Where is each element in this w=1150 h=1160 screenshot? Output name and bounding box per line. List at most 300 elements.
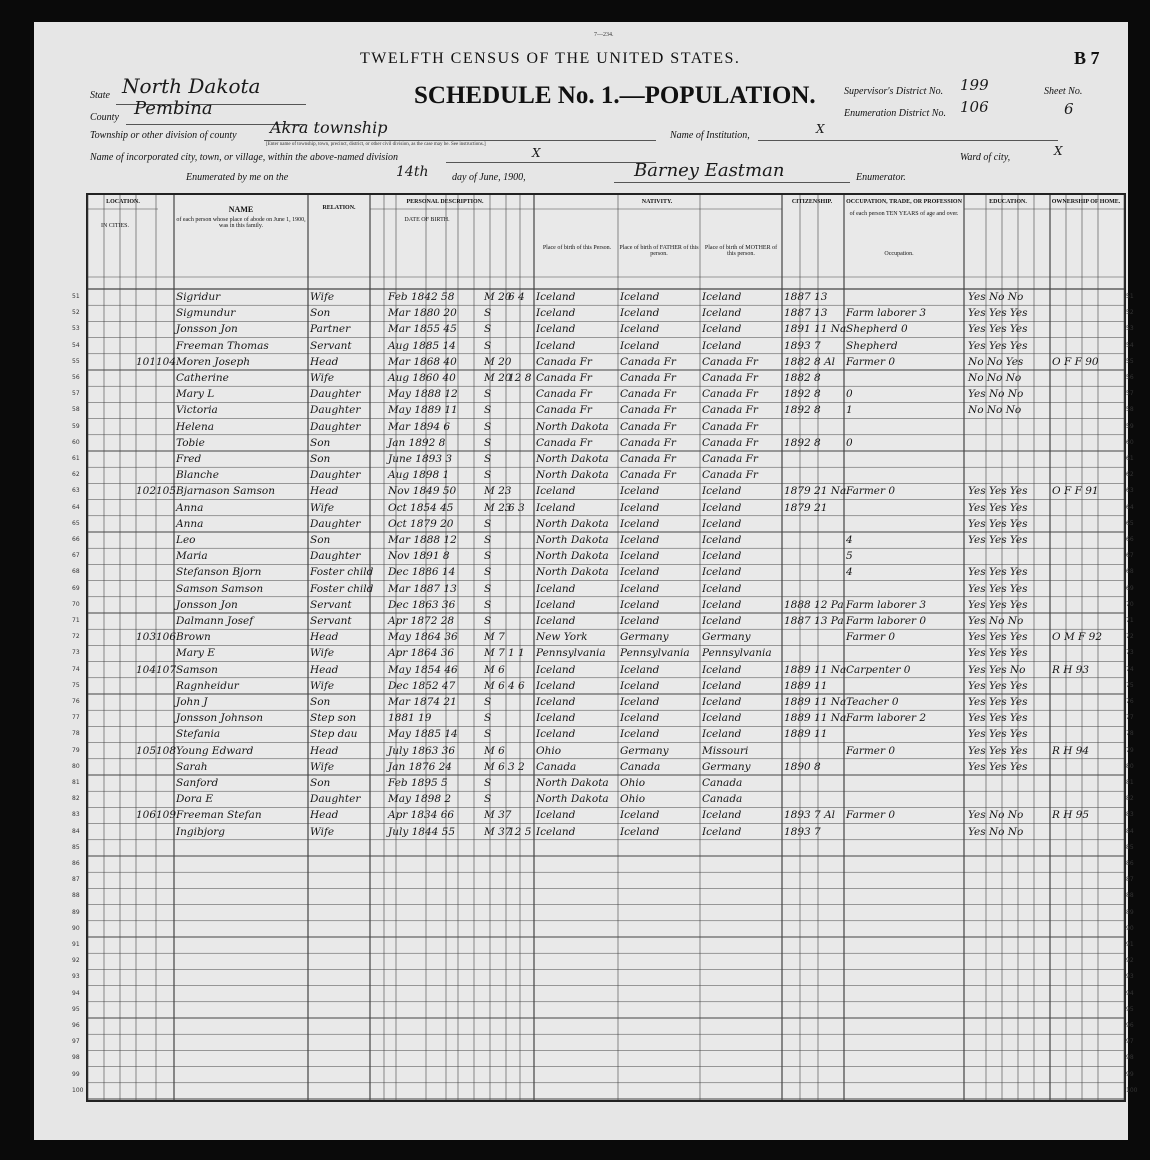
cell-edu: Yes No No xyxy=(968,809,1024,822)
cell-edu: Yes Yes Yes xyxy=(968,696,1028,708)
cell-birth: 1881 19 xyxy=(388,712,432,725)
cell-edu: Yes Yes Yes xyxy=(968,534,1028,546)
row-number: 100 xyxy=(1126,1086,1138,1094)
hdr-date-of-birth: DATE OF BIRTH. xyxy=(404,217,450,223)
cell-name: Maria xyxy=(176,550,208,563)
cell-mar: M 6 xyxy=(484,760,505,773)
row-number: 80 xyxy=(72,762,80,770)
hdr-occupation-col: Occupation. xyxy=(884,251,914,257)
cell-pm: Canada xyxy=(702,777,743,789)
cell-rel: Foster child xyxy=(310,582,374,595)
cell-pb: Iceland xyxy=(536,323,576,336)
cell-birth: Mar 1855 45 xyxy=(388,323,457,336)
cell-imm: 1887 13 Pa xyxy=(784,615,844,627)
enumerator-label: Enumerator. xyxy=(856,172,906,183)
cell-rel: Daughter xyxy=(310,517,361,530)
cell-pb: North Dakota xyxy=(536,469,609,482)
cell-pb: North Dakota xyxy=(536,517,609,530)
cell-edu: Yes Yes Yes xyxy=(968,598,1028,611)
row-number: 99 xyxy=(1126,1070,1134,1078)
cell-rel: Wife xyxy=(310,501,335,514)
row-number: 72 xyxy=(72,633,80,641)
cell-dw: 101 xyxy=(136,355,157,368)
sheet-value: 6 xyxy=(1064,100,1074,118)
cell-edu: Yes Yes Yes xyxy=(968,485,1028,498)
cell-birth: Apr 1834 66 xyxy=(388,809,455,822)
row-number: 94 xyxy=(72,989,80,997)
row-number: 66 xyxy=(1126,536,1134,543)
cell-imm: 1893 7 Al xyxy=(784,809,836,822)
row-number: 63 xyxy=(1126,487,1134,495)
cell-birth: May 1889 11 xyxy=(388,404,458,417)
cell-birth: Nov 1849 50 xyxy=(388,485,457,498)
cell-imm: 1889 11 xyxy=(784,679,828,692)
cell-pb: Iceland xyxy=(536,307,576,320)
cell-pb: Iceland xyxy=(536,485,576,498)
cell-name: Brown xyxy=(176,631,211,644)
hdr-citizenship: CITIZENSHIP. xyxy=(791,199,833,205)
row-number: 88 xyxy=(1126,892,1134,900)
cell-pb: Iceland xyxy=(536,696,576,708)
cell-rel: Foster child xyxy=(310,566,374,579)
hdr-location: LOCATION. xyxy=(106,199,140,205)
row-number: 95 xyxy=(1126,1005,1134,1013)
cell-birth: Feb 1895 5 xyxy=(388,777,448,789)
row-number: 54 xyxy=(1126,341,1134,349)
cell-ch: 3 2 xyxy=(508,760,525,773)
cell-pf: Pennsylvania xyxy=(620,647,690,660)
cell-rel: Son xyxy=(310,777,331,789)
cell-name: Samson Samson xyxy=(176,582,264,595)
cell-pm: Iceland xyxy=(702,728,742,741)
cell-pf: Iceland xyxy=(620,825,660,838)
row-number: 88 xyxy=(72,892,80,900)
cell-name: Stefania xyxy=(176,728,221,741)
cell-pf: Canada Fr xyxy=(620,355,676,368)
row-number: 90 xyxy=(72,924,80,932)
cell-pm: Iceland xyxy=(702,615,742,627)
cell-mar: S xyxy=(484,420,492,433)
cell-birth: July 1863 36 xyxy=(388,744,456,757)
day-of-label: day of June, 1900, xyxy=(452,172,526,183)
supervisor-value: 199 xyxy=(960,76,989,94)
row-number: 56 xyxy=(72,374,80,381)
cell-edu: Yes Yes Yes xyxy=(968,501,1028,514)
cell-name: Tobie xyxy=(176,436,205,449)
cell-pm: Iceland xyxy=(702,809,742,822)
state-label: State xyxy=(90,90,110,101)
supervisor-label: Supervisor's District No. xyxy=(844,86,944,97)
row-number: 65 xyxy=(72,519,80,527)
row-number: 68 xyxy=(1126,568,1134,576)
cell-name: Bjarnason Samson xyxy=(176,485,275,498)
cell-pm: Canada Fr xyxy=(702,436,758,449)
cell-pm: Canada Fr xyxy=(702,420,758,433)
cell-ch: 6 3 xyxy=(508,501,525,514)
cell-pb: North Dakota xyxy=(536,777,609,789)
cell-pf: Canada xyxy=(620,760,661,773)
form-number: 7—234. xyxy=(594,32,614,38)
ward-label: Ward of city, xyxy=(960,152,1011,163)
cell-imm: 1882 8 xyxy=(784,372,821,384)
cell-ch: 4 6 xyxy=(508,679,525,692)
cell-mar: M 7 xyxy=(484,631,505,644)
cell-occ: 4 xyxy=(846,566,853,579)
hdr-relation: RELATION. xyxy=(322,205,356,211)
cell-pb: North Dakota xyxy=(536,566,609,579)
cell-occ: 4 xyxy=(846,534,853,546)
cell-ch: 12 5 xyxy=(508,825,532,838)
cell-pb: North Dakota xyxy=(536,420,609,433)
row-number: 65 xyxy=(1126,519,1134,527)
cell-pf: Iceland xyxy=(620,501,660,514)
cell-pf: Germany xyxy=(620,631,669,644)
city-value: X xyxy=(532,146,541,160)
cell-pf: Canada Fr xyxy=(620,453,676,465)
cell-rel: Wife xyxy=(310,679,335,692)
cell-pm: Iceland xyxy=(702,663,742,676)
cell-name: Ingibjorg xyxy=(176,825,226,838)
row-number: 77 xyxy=(1126,714,1134,722)
row-number: 74 xyxy=(72,665,80,673)
cell-pm: Iceland xyxy=(702,291,742,303)
cell-pf: Iceland xyxy=(620,291,660,303)
cell-name: Anna xyxy=(176,501,204,514)
cell-edu: Yes No No xyxy=(968,825,1024,838)
row-number: 69 xyxy=(1126,584,1134,592)
cell-edu: No No No xyxy=(968,372,1022,384)
cell-pm: Germany xyxy=(702,760,751,773)
row-number: 68 xyxy=(72,568,80,576)
cell-birth: Apr 1872 28 xyxy=(388,615,455,627)
row-number: 73 xyxy=(1126,649,1134,657)
cell-imm: 1889 11 xyxy=(784,728,828,741)
cell-mar: M 23 xyxy=(484,485,512,498)
cell-pb: Iceland xyxy=(536,712,576,725)
row-number: 93 xyxy=(72,973,80,981)
enumerated-label: Enumerated by me on the xyxy=(186,172,289,183)
row-number: 67 xyxy=(1126,552,1134,560)
cell-ch: 12 8 xyxy=(508,372,532,384)
cell-edu: No No No xyxy=(968,404,1022,417)
cell-birth: May 1854 46 xyxy=(388,663,458,676)
cell-pf: Canada Fr xyxy=(620,388,676,401)
row-number: 92 xyxy=(72,957,80,965)
cell-mar: M 20 xyxy=(484,372,512,384)
cell-birth: May 1885 14 xyxy=(388,728,458,741)
cell-pf: Iceland xyxy=(620,598,660,611)
cell-pm: Canada Fr xyxy=(702,469,758,482)
cell-occ: Farmer 0 xyxy=(846,631,896,644)
cell-pb: Canada Fr xyxy=(536,355,592,368)
cell-name: Blanche xyxy=(176,469,219,482)
cell-own: R H 95 xyxy=(1052,809,1090,822)
cell-mar: S xyxy=(484,339,492,352)
cell-pb: Iceland xyxy=(536,615,576,627)
row-number: 74 xyxy=(1126,665,1134,673)
cell-name: Jonsson Jon xyxy=(176,323,238,336)
row-number: 77 xyxy=(72,714,80,722)
hdr-place-mother: Place of birth of MOTHER of this person. xyxy=(704,245,778,257)
row-number: 85 xyxy=(72,843,80,851)
cell-name: Sigmundur xyxy=(176,307,236,320)
cell-mar: S xyxy=(484,615,492,627)
cell-pf: Iceland xyxy=(620,339,660,352)
cell-name: Freeman Stefan xyxy=(176,809,262,822)
cell-pb: North Dakota xyxy=(536,534,609,546)
cell-rel: Partner xyxy=(310,323,351,336)
cell-mar: S xyxy=(484,566,492,579)
cell-pb: Canada Fr xyxy=(536,372,592,384)
cell-mar: S xyxy=(484,534,492,546)
cell-rel: Head xyxy=(310,744,339,757)
cell-edu: No No Yes xyxy=(968,355,1024,368)
cell-mar: M 6 xyxy=(484,679,505,692)
row-number: 95 xyxy=(72,1005,80,1013)
cell-pf: Iceland xyxy=(620,663,660,676)
cell-birth: June 1893 3 xyxy=(388,453,453,465)
row-number: 81 xyxy=(72,779,80,786)
cell-mar: S xyxy=(484,469,492,482)
cell-pb: Iceland xyxy=(536,582,576,595)
cell-pm: Iceland xyxy=(702,485,742,498)
cell-rel: Head xyxy=(310,355,339,368)
row-number: 75 xyxy=(1126,681,1134,689)
cell-pb: Canada Fr xyxy=(536,388,592,401)
hdr-nativity: NATIVITY. xyxy=(641,199,673,205)
cell-rel: Servant xyxy=(310,615,352,627)
row-number: 51 xyxy=(1126,293,1134,300)
cell-mar: M 23 xyxy=(484,501,512,514)
row-number: 61 xyxy=(1126,455,1134,462)
cell-birth: Jan 1892 8 xyxy=(388,436,446,449)
cell-pm: Iceland xyxy=(702,598,742,611)
row-number: 67 xyxy=(72,552,80,560)
cell-name: Sarah xyxy=(176,760,208,773)
cell-birth: Mar 1874 21 xyxy=(388,696,457,708)
cell-fam: 109 xyxy=(156,809,177,822)
cell-pb: Iceland xyxy=(536,728,576,741)
cell-name: Jonsson Jon xyxy=(176,598,238,611)
cell-name: Helena xyxy=(176,420,214,433)
cell-pf: Iceland xyxy=(620,566,660,579)
cell-mar: S xyxy=(484,453,492,465)
cell-pm: Iceland xyxy=(702,307,742,320)
cell-occ: Farmer 0 xyxy=(846,744,896,757)
row-number: 98 xyxy=(72,1054,80,1062)
cell-pm: Iceland xyxy=(702,566,742,579)
cell-name: Sigridur xyxy=(176,291,221,303)
cell-rel: Head xyxy=(310,631,339,644)
cell-dw: 106 xyxy=(136,809,157,822)
cell-imm: 1888 12 Pa xyxy=(784,598,844,611)
cell-pm: Iceland xyxy=(702,534,742,546)
cell-birth: May 1898 2 xyxy=(388,793,452,806)
cell-imm: 1892 8 xyxy=(784,436,821,449)
city-label: Name of incorporated city, town, or village, within the above-named division xyxy=(90,152,399,163)
cell-pm: Iceland xyxy=(702,517,742,530)
cell-edu: Yes Yes Yes xyxy=(968,760,1028,773)
row-number: 53 xyxy=(72,325,80,333)
cell-name: Jonsson Johnson xyxy=(176,712,264,725)
cell-mar: S xyxy=(484,404,492,417)
cell-birth: May 1888 12 xyxy=(388,388,458,401)
cell-mar: S xyxy=(484,307,492,320)
cell-dw: 102 xyxy=(136,485,157,498)
cell-pf: Iceland xyxy=(620,517,660,530)
cell-pf: Ohio xyxy=(620,777,646,789)
cell-mar: S xyxy=(484,712,492,725)
cell-pf: Iceland xyxy=(620,550,660,563)
cell-rel: Daughter xyxy=(310,793,361,806)
cell-edu: Yes Yes Yes xyxy=(968,728,1028,741)
cell-edu: Yes Yes Yes xyxy=(968,517,1028,530)
cell-mar: M 37 xyxy=(484,825,512,838)
row-number: 79 xyxy=(1126,746,1134,754)
cell-name: Anna xyxy=(176,517,204,530)
cell-pm: Canada xyxy=(702,793,743,806)
cell-pf: Iceland xyxy=(620,679,660,692)
row-number: 98 xyxy=(1126,1054,1134,1062)
row-number: 96 xyxy=(72,1022,80,1029)
row-number: 75 xyxy=(72,681,80,689)
cell-pf: Canada Fr xyxy=(620,469,676,482)
cell-name: Ragnheidur xyxy=(176,679,239,692)
row-number: 62 xyxy=(72,471,80,479)
cell-pf: Canada Fr xyxy=(620,404,676,417)
row-number: 60 xyxy=(72,438,80,446)
cell-birth: Aug 1860 40 xyxy=(388,372,456,384)
cell-rel: Head xyxy=(310,663,339,676)
row-number: 60 xyxy=(1126,438,1134,446)
cell-edu: Yes Yes Yes xyxy=(968,647,1028,660)
cell-birth: Dec 1852 47 xyxy=(388,679,456,692)
row-number: 56 xyxy=(1126,374,1134,381)
cell-edu: Yes Yes Yes xyxy=(968,307,1028,320)
hdr-ownership: OWNERSHIP OF HOME. xyxy=(1051,199,1121,205)
cell-pb: Canada xyxy=(536,760,577,773)
row-number: 82 xyxy=(72,795,80,803)
row-number: 73 xyxy=(72,649,80,657)
state-value: North Dakota xyxy=(122,74,261,98)
cell-occ: Farmer 0 xyxy=(846,809,896,822)
cell-rel: Daughter xyxy=(310,420,361,433)
cell-name: Fred xyxy=(176,453,202,465)
hdr-name-desc: of each person whose place of abode on June 1, 1900, was in this family. xyxy=(176,217,306,229)
row-number: 72 xyxy=(1126,633,1134,641)
row-number: 94 xyxy=(1126,989,1134,997)
row-number: 64 xyxy=(1126,503,1134,511)
row-number: 87 xyxy=(72,876,80,884)
cell-pb: Iceland xyxy=(536,663,576,676)
row-number: 90 xyxy=(1126,924,1134,932)
cell-imm: 1893 7 xyxy=(784,339,821,352)
cell-rel: Step son xyxy=(310,712,357,725)
row-number: 54 xyxy=(72,341,80,349)
cell-edu: Yes No No xyxy=(968,388,1024,401)
row-number: 79 xyxy=(72,746,80,754)
cell-rel: Son xyxy=(310,453,331,465)
row-number: 82 xyxy=(1126,795,1134,803)
cell-birth: Apr 1864 36 xyxy=(388,647,455,660)
cell-mar: S xyxy=(484,388,492,401)
cell-name: Mary E xyxy=(176,647,215,660)
cell-pb: North Dakota xyxy=(536,793,609,806)
cell-pb: Canada Fr xyxy=(536,436,592,449)
cell-mar: M 6 xyxy=(484,663,505,676)
cell-birth: Jan 1876 24 xyxy=(388,760,452,773)
cell-rel: Son xyxy=(310,534,331,546)
cell-occ: 0 xyxy=(846,436,853,449)
cell-rel: Wife xyxy=(310,291,335,303)
cell-rel: Wife xyxy=(310,760,335,773)
enum-district-value: 106 xyxy=(960,98,989,116)
enumeration-day: 14th xyxy=(396,164,429,180)
cell-pm: Canada Fr xyxy=(702,404,758,417)
cell-name: Young Edward xyxy=(176,744,254,757)
institution-label: Name of Institution, xyxy=(670,130,750,141)
row-number: 64 xyxy=(72,503,80,511)
cell-pb: Canada Fr xyxy=(536,404,592,417)
cell-occ: Farm laborer 0 xyxy=(846,615,927,627)
cell-birth: July 1844 55 xyxy=(388,825,456,838)
row-number: 78 xyxy=(1126,730,1134,738)
cell-pm: Canada Fr xyxy=(702,372,758,384)
cell-fam: 108 xyxy=(156,744,177,757)
cell-imm: 1890 8 xyxy=(784,760,821,773)
cell-mar: M 7 xyxy=(484,647,505,660)
hdr-place-father: Place of birth of FATHER of this person. xyxy=(619,245,699,257)
row-number: 97 xyxy=(1126,1038,1134,1046)
cell-birth: Aug 1898 1 xyxy=(388,469,450,482)
cell-rel: Servant xyxy=(310,339,352,352)
cell-rel: Step dau xyxy=(310,728,358,741)
cell-pb: Ohio xyxy=(536,744,562,757)
cell-mar: S xyxy=(484,582,492,595)
row-number: 83 xyxy=(1126,811,1134,819)
cell-occ: Shepherd 0 xyxy=(846,323,908,336)
row-number: 91 xyxy=(72,941,80,948)
cell-rel: Wife xyxy=(310,372,335,384)
cell-occ: Farm laborer 3 xyxy=(846,307,927,320)
cell-pb: New York xyxy=(536,631,588,644)
row-number: 89 xyxy=(1126,908,1134,916)
row-number: 83 xyxy=(72,811,80,819)
institution-value: X xyxy=(816,122,825,136)
cell-rel: Wife xyxy=(310,825,335,838)
row-number: 96 xyxy=(1126,1022,1134,1029)
cell-pf: Iceland xyxy=(620,307,660,320)
cell-pm: Pennsylvania xyxy=(702,647,772,660)
hdr-place-person: Place of birth of this Person. xyxy=(542,245,612,251)
cell-pm: Iceland xyxy=(702,825,742,838)
page-mark: B 7 xyxy=(1074,48,1100,68)
row-number: 81 xyxy=(1126,779,1134,786)
cell-name: Sanford xyxy=(176,777,219,789)
census-title: TWELFTH CENSUS OF THE UNITED STATES. xyxy=(360,50,741,67)
cell-birth: Mar 1894 6 xyxy=(388,420,451,433)
cell-ch: 6 4 xyxy=(508,291,525,303)
cell-imm: 1879 21 Na xyxy=(784,485,847,498)
cell-rel: Wife xyxy=(310,647,335,660)
cell-imm: 1893 7 xyxy=(784,825,821,838)
cell-dw: 104 xyxy=(136,663,157,676)
row-number: 78 xyxy=(72,730,80,738)
cell-birth: Oct 1854 45 xyxy=(388,501,454,514)
hdr-occupation: OCCUPATION, TRADE, OR PROFESSION xyxy=(846,199,962,205)
cell-name: Dalmann Josef xyxy=(176,615,254,627)
cell-pm: Iceland xyxy=(702,679,742,692)
